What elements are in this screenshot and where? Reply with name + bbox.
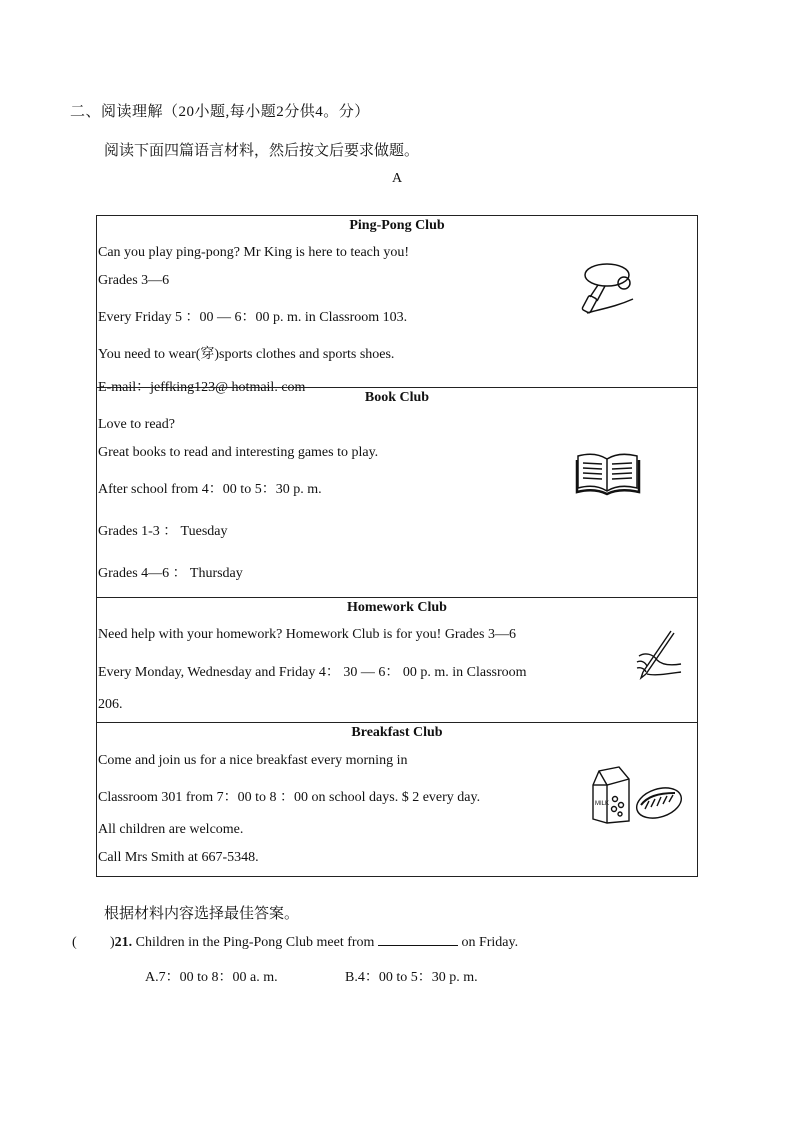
answer-bracket-close: ) xyxy=(110,935,115,950)
breakfast-line-4: Call Mrs Smith at 667-5348. xyxy=(98,850,259,865)
question-21-number: 21. xyxy=(114,935,133,950)
question-prompt: 根据材料内容选择最佳答案。 xyxy=(104,906,300,922)
book-line-1: Love to read? xyxy=(98,417,175,432)
milk-carton-label: MILK xyxy=(595,801,610,807)
pingpong-line-1: Can you play ping-pong? Mr King is here to teach you! xyxy=(98,245,410,260)
breakfast-club-title: Breakfast Club xyxy=(351,725,443,740)
pingpong-club-title: Ping-Pong Club xyxy=(349,218,445,233)
homework-club-title: Homework Club xyxy=(347,600,447,615)
question-21 xyxy=(72,933,518,951)
pingpong-line-5: E-mail：jeffking123@ hotmail. com xyxy=(98,380,306,395)
homework-line-2: Every Monday, Wednesday and Friday 4： 30 — 6： 00 p. m. in Classroom xyxy=(98,665,527,680)
homework-club-panel xyxy=(97,597,697,722)
breakfast-club-panel xyxy=(97,722,697,876)
homework-line-3: 206. xyxy=(98,697,123,712)
milk-and-bread-icon xyxy=(589,761,685,825)
ping-pong-paddle-icon xyxy=(581,261,643,317)
pingpong-line-2: Grades 3—6 xyxy=(98,273,170,288)
option-b: B.4：00 to 5：30 p. m. xyxy=(345,970,478,985)
pingpong-club-panel xyxy=(97,216,697,395)
question-21-text-after: on Friday. xyxy=(457,935,519,950)
option-a: A.7：00 to 8：00 a. m. xyxy=(145,970,278,985)
book-club-title: Book Club xyxy=(364,390,430,405)
breakfast-line-3: All children are welcome. xyxy=(98,822,244,837)
pingpong-line-4: You need to wear(穿)sports clothes and sports shoes. xyxy=(98,347,395,362)
question-21-text-before: Children in the Ping-Pong Club meet from xyxy=(132,935,378,950)
section-title: 二、阅读理解（20小题,每小题2分供4。分） xyxy=(70,104,370,120)
passage-label: A xyxy=(392,171,403,186)
book-line-3: After school from 4：00 to 5：30 p. m. xyxy=(98,482,322,497)
open-book-icon xyxy=(575,450,641,496)
book-club-panel xyxy=(97,387,697,597)
breakfast-line-2: Classroom 301 from 7：00 to 8 ：00 on school days. $ 2 every day. xyxy=(98,790,481,805)
book-line-5: Grades 4—6 ： Thursday xyxy=(98,566,243,581)
answer-blank[interactable] xyxy=(378,933,458,946)
answer-bracket-open: ( xyxy=(72,935,77,950)
pingpong-line-3: Every Friday 5 ：00 — 6：00 p. m. in Classroom 103. xyxy=(98,310,408,325)
breakfast-line-1: Come and join us for a nice breakfast every morning in xyxy=(98,753,408,768)
instruction-text: 阅读下面四篇语言材料，然后按文后要求做题。 xyxy=(104,143,420,159)
clubs-table xyxy=(96,215,698,877)
book-line-4: Grades 1-3 ： Tuesday xyxy=(98,524,228,539)
homework-line-1: Need help with your homework? Homework Club is for you! Grades 3—6 xyxy=(98,627,516,642)
book-line-2: Great books to read and interesting games to play. xyxy=(98,445,379,460)
writing-hand-icon xyxy=(633,628,685,684)
